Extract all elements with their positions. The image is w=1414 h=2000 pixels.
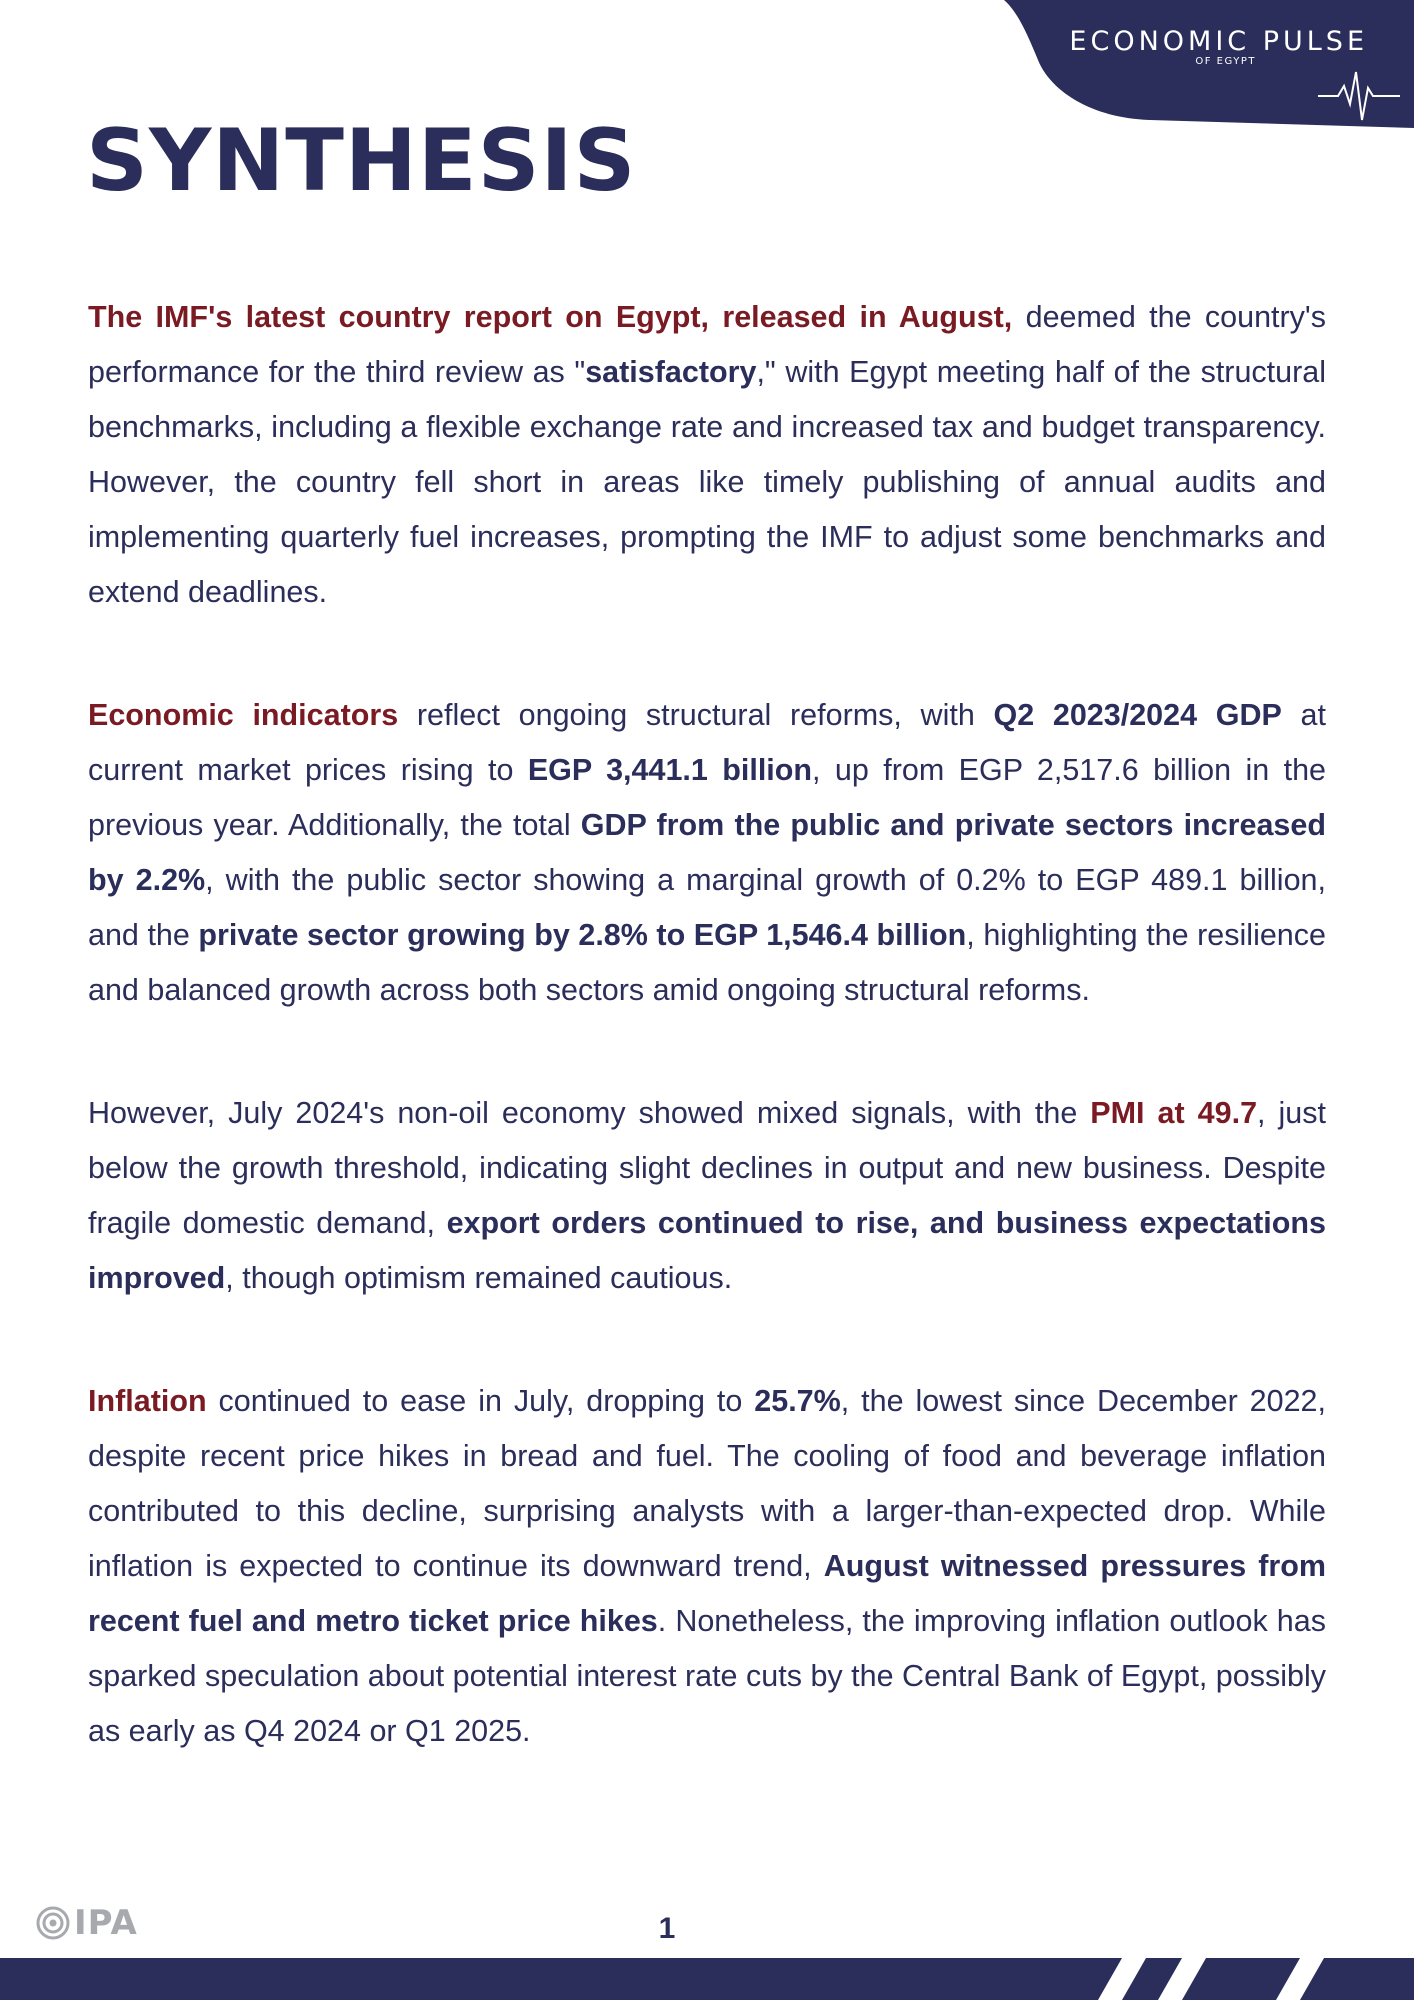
- highlight-text: Inflation: [88, 1384, 207, 1418]
- bold-text: export orders continued to rise, and business expectations improved: [88, 1206, 1327, 1295]
- body-text-run: . Nonetheless, the improving inflation outlook has sparked speculation about potential interest rate cuts by the Central Bank of Egypt, possibly as early as Q4 2024 or Q1 2025.: [88, 1604, 1326, 1748]
- highlight-text: The IMF's latest country report on Egypt, released in August,: [88, 300, 1013, 334]
- body-text-run: , though optimism remained cautious.: [225, 1261, 733, 1295]
- body-text-run: , just below the growth threshold, indicating slight declines in output and new business. Despite fragile domestic demand,: [88, 1096, 1326, 1240]
- bold-text: 25.7%: [754, 1384, 841, 1418]
- body-text-run: reflect ongoing structural reforms, with: [398, 698, 994, 732]
- body-text-run: , with the public sector showing a marginal growth of 0.2% to EGP 489.1 billion, and the: [88, 863, 1326, 952]
- ipa-logo-text: IPA: [74, 1903, 138, 1943]
- paragraph-1: [88, 290, 1326, 620]
- bold-text: GDP from the public and private sectors increased by 2.2%: [88, 808, 1326, 897]
- paragraph-2: [88, 688, 1326, 1018]
- footer-bar: [0, 1958, 1414, 2000]
- page-title: SYNTHESIS: [86, 111, 637, 211]
- body-text: [88, 290, 1326, 1827]
- body-text-run: at current market prices rising to: [88, 698, 1326, 787]
- body-text-run: ," with Egypt meeting half of the structural benchmarks, including a flexible exchange rate and increased tax and budget transparency. However, the country fell short in areas like timely publishing of annual audits and implementing quarterly fuel increases, prompting the IMF to adjust some benchmarks and extend deadlines.: [88, 355, 1327, 609]
- bold-text: satisfactory: [585, 355, 757, 389]
- body-text-run: , up from EGP 2,517.6 billion in the previous year. Additionally, the total: [88, 753, 1327, 842]
- brand-title: ECONOMIC PULSE: [1069, 26, 1368, 57]
- bold-text: Q2 2023/2024 GDP: [993, 698, 1282, 732]
- bold-text: EGP 3,441.1 billion: [527, 753, 813, 787]
- bold-text: August witnessed pressures from recent fuel and metro ticket price hikes: [88, 1549, 1327, 1638]
- brand-badge: [1000, 0, 1414, 128]
- paragraph-3: [88, 1086, 1326, 1306]
- body-text-run: However, July 2024's non-oil economy showed mixed signals, with the: [88, 1096, 1091, 1130]
- highlight-text: Economic indicators: [88, 698, 399, 732]
- page-number: 1: [658, 1912, 676, 1945]
- bold-text: private sector growing by 2.8% to EGP 1,546.4 billion: [198, 918, 967, 952]
- highlight-text: PMI at 49.7: [1090, 1096, 1258, 1130]
- body-text-run: , the lowest since December 2022, despite recent price hikes in bread and fuel. The cooling of food and beverage inflation contributed to this decline, surprising analysts with a larger-than-expected drop. While inflation is expected to continue its downward trend,: [88, 1384, 1326, 1583]
- brand-subtitle: OF EGYPT: [1195, 56, 1256, 67]
- body-text-run: continued to ease in July, dropping to: [206, 1384, 755, 1418]
- body-text-run: deemed the country's performance for the third review as ": [88, 300, 1326, 389]
- body-text-run: , highlighting the resilience and balanced growth across both sectors amid ongoing structural reforms.: [88, 918, 1326, 1007]
- paragraph-4: [88, 1374, 1326, 1759]
